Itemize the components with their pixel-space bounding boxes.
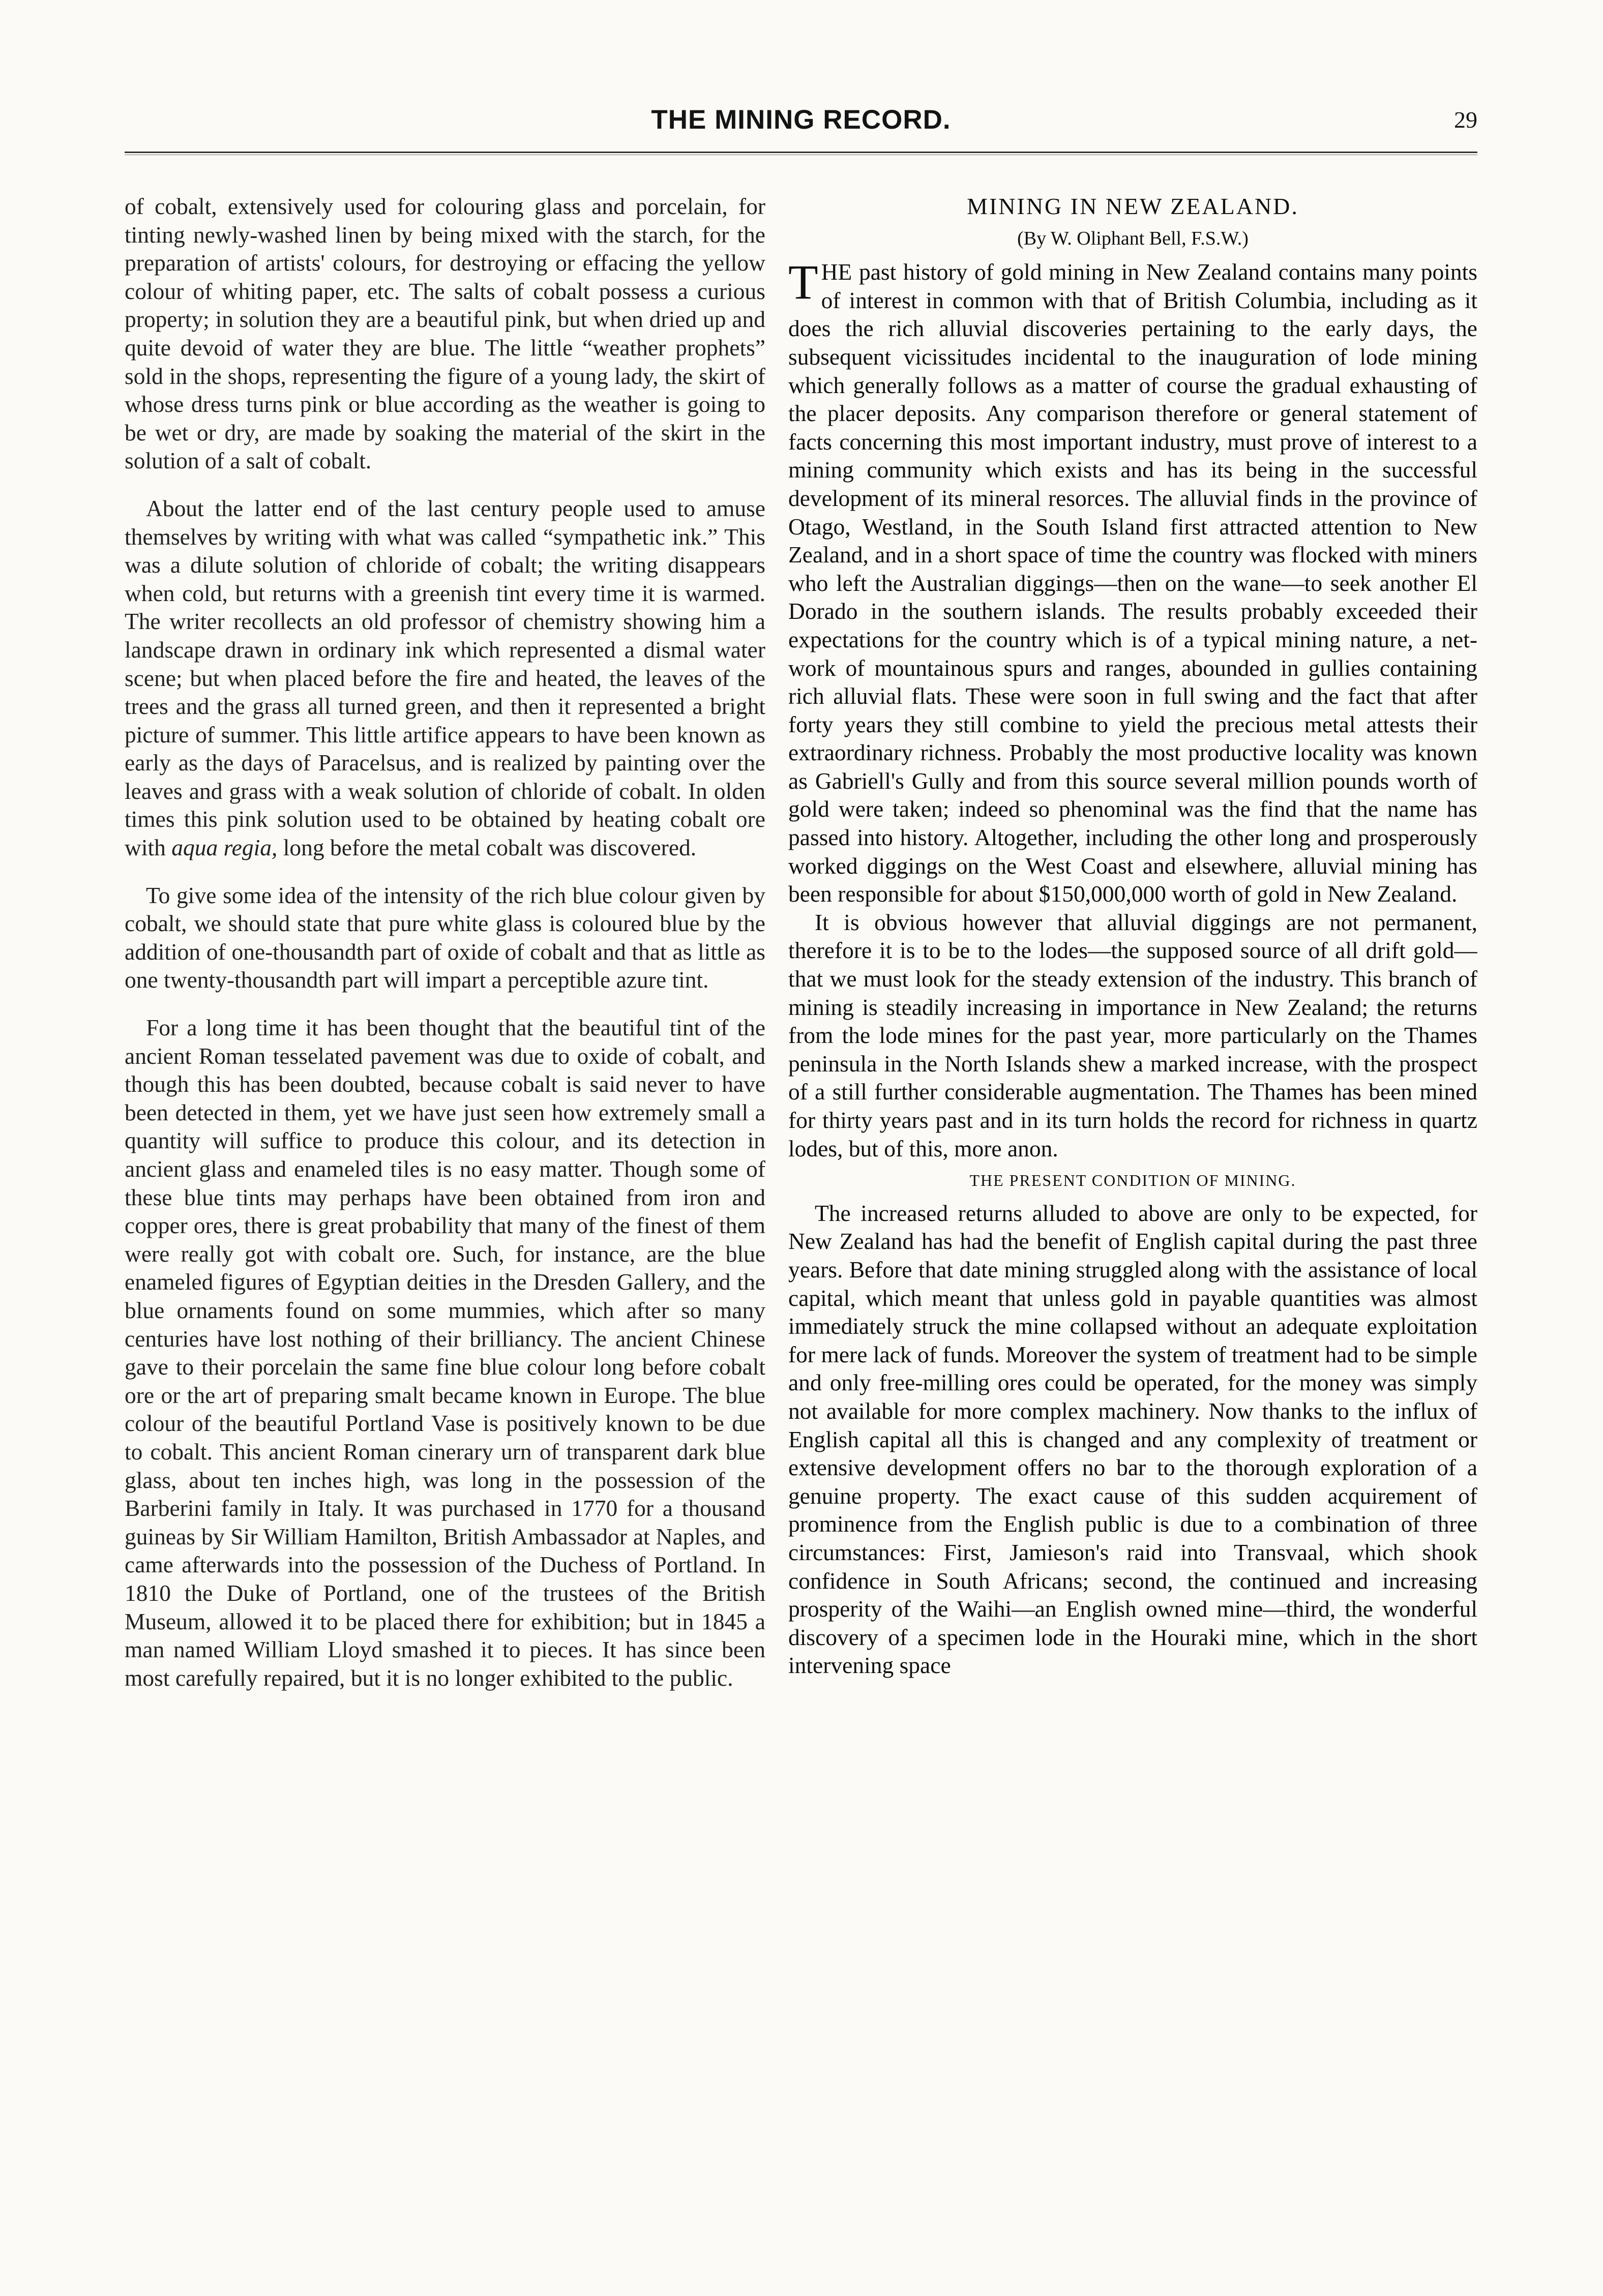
paragraph-tail: long before the metal cobalt was discovered. [283,834,697,861]
section-subheading: THE PRESENT CONDITION OF MINING. [969,1171,1296,1190]
page-header [125,104,1477,140]
page-number: 29 [1454,107,1477,133]
article-title: MINING IN NEW ZEALAND. [967,193,1299,219]
right-column [788,192,1477,2257]
paragraph [125,494,765,862]
article-byline: (By W. Oliphant Bell, F.S.W.) [1017,227,1249,249]
paragraph-text: About the latter end of the last century people used to amuse themselves by writing with what was called “sympathetic ink.” This was a dilute solution of chloride of cobalt; the writing disappears when cold, but returns with a greenish tint every time it is warmed. The writer recollects an old professor of chemistry showing him a landscape drawn in ordinary ink which represented a dismal water scene; but when placed before the fire and heated, the leaves of the trees and the grass all turned green, and then it represented a bright picture of summer. This little artifice appears to have been known as early as the days of Paracelsus, and is realized by painting over the leaves and grass with a weak solution of chloride of cobalt. In olden times this pink solution used to be obtained by heating cobalt ore with [125,495,765,861]
drop-cap: T [788,255,818,310]
running-title: THE MINING RECORD. [651,105,951,135]
paragraph: For a long time it has been thought that the beautiful tint of the ancient Roman tesselated pavement was due to oxide of cobalt, and though this has been doubted, because cobalt is said never to have been detected in them, yet we have just seen how extremely small a quantity will suffice to produce this colour, and its detection in ancient glass and enameled tiles is no easy matter. Though some of these blue tints may perhaps have been obtained from iron and copper ores, there is great probability that many of the finest of them were really got with cobalt ore. Such, for instance, are the blue enameled figures of Egyptian deities in the Dresden Gallery, and the blue ornaments found on some mummies, which after so many centuries have lost nothing of their brilliancy. The ancient Chinese gave to their porcelain the same fine blue colour long before cobalt ore or the art of preparing smalt became known in Europe. The blue colour of the beautiful Portland Vase is positively known to be due to cobalt. This ancient Roman cinerary urn of transparent dark blue glass, about ten inches high, was long in the possession of the Barberini family in Italy. It was purchased in 1770 for a thousand guineas by Sir William Hamilton, British Ambassador at Naples, and came afterwards into the possession of the Duchess of Portland. In 1810 the Duke of Portland, one of the trustees of the British Museum, allowed it to be placed there for exhibition; but in 1845 a man named William Lloyd smashed it to pieces. It has since been most carefully repaired, but it is no longer exhibited to the public. [125,1015,765,1691]
left-column [125,192,765,2257]
paragraph-text: HE past history of gold mining in New Zealand contains many points of interest in common with that of British Columbia, including as it does the rich alluvial discoveries pertaining to the early days, the subsequent vicissitudes incidental to the inauguration of lode mining which generally follows as a matter of course the gradual exhausting of the placer deposits. Any comparison therefore or general statement of facts concerning this most important industry, must prove of interest to a mining community which exists and has its being in the successful development of its mineral resorces. The alluvial finds in the province of Otago, Westland, in the South Island first attracted attention to New Zealand, and in a short space of time the country was flocked with miners who left the Australian diggings—then on the wane—to seek another El Dorado in the southern islands. The results probably exceeded their expectations for the country which is of a typical mining nature, a net-work of mountainous spurs and ranges, abounded in gullies containing rich alluvial flats. These were soon in full swing and the fact that after forty years they still combine to yield the precious metal attests their extraordinary richness. Probably the most productive locality was known as Gabriell's Gully and from this source several million pounds worth of gold were taken; indeed so phenominal was the find that the name has passed into history. Altogether, including the other long and prosperously worked diggings on the West Coast and elsewhere, alluvial mining has been responsible for about $150,000,000 worth of gold in New Zealand. [788,259,1477,907]
paragraph: To give some idea of the intensity of the rich blue colour given by cobalt, we should state that pure white glass is coloured blue by the addition of one-thousandth part of oxide of cobalt and that as little as one twenty-thousandth part will impart a perceptible azure tint. [125,882,765,993]
paragraph [788,255,1477,908]
italic-phrase: aqua regia, [171,834,278,861]
paragraph: It is obvious however that alluvial diggings are not permanent, therefore it is to be to the lodes—the supposed source of all drift gold—that we must look for the steady extension of the industry. This branch of mining is steadily increasing in importance in New Zealand; the returns from the lode mines for the past year, more particularly on the Thames peninsula in the North Islands shew a marked increase, with the prospect of a still further considerable augmentation. The Thames has been mined for thirty years past and in its turn holds the record for richness in quartz lodes, but of this, more anon. [788,909,1477,1161]
paragraph: of cobalt, extensively used for colouring glass and porcelain, for tinting newly-washed linen by being mixed with the starch, for the preparation of artists' colours, for destroying or effacing the yellow colour of whiting paper, etc. The salts of cobalt possess a curious property; in solution they are a beautiful pink, but when dried up and quite devoid of water they are blue. The little “weather prophets” sold in the shops, representing the figure of a young lady, the skirt of whose dress turns pink or blue according as the weather is going to be wet or dry, are made by soaking the material of the skirt in the solution of a salt of cobalt. [125,193,765,474]
paragraph: The increased returns alluded to above are only to be expected, for New Zealand has had the benefit of English capital during the past three years. Before that date mining struggled along with the assistance of local capital, which meant that unless gold in payable quantities was almost immediately struck the mine collapsed without an adequate exploitation for mere lack of funds. Moreover the system of treatment had to be simple and only free-milling ores could be operated, for the money was simply not available for more complex machinery. Now thanks to the influx of English capital all this is changed and any complexity of treatment or extensive development offers no bar to the thorough exploration of a genuine property. The exact cause of this sudden acquirement of prominence from the English public is due to a combination of three circumstances: First, Jamieson's raid into Transvaal, which shook confidence in South Africans; second, the continued and increasing prosperity of the Waihi—an English owned mine—third, the wonderful discovery of a specimen lode in the Houraki mine, which in the short intervening space [788,1200,1477,1679]
header-rule [125,152,1477,155]
